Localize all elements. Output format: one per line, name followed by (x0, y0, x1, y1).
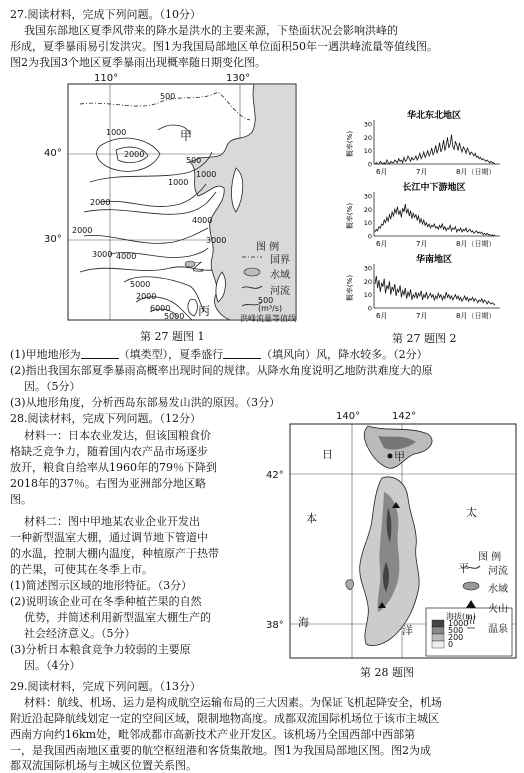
q28-map-lon-140: 140° (336, 411, 361, 422)
q27-map-contour-label: 6000 (150, 304, 171, 313)
q27-map-contour-label: 3000 (92, 250, 113, 259)
chart-title: 华南地区 (415, 255, 453, 265)
chart-ytick: 0 (367, 232, 372, 241)
chart-ytick: 30 (363, 264, 372, 273)
chart-ytick: 20 (363, 133, 372, 142)
q27-fig2-caption: 第 27 题图 2 (392, 332, 457, 345)
q27-map-contour-label: 2000 (124, 150, 145, 159)
chart-xtick: 7月 (416, 168, 428, 176)
q29-heading: 29.阅读材料，完成下列问题。（13分） (10, 680, 201, 693)
q28-heading: 28.阅读材料，完成下列问题。（12分） (10, 412, 201, 425)
q27-legend-water: 水域 (270, 270, 290, 281)
q28-map-sea-char: 海 (298, 616, 309, 629)
q28-map-sea-char: 洋 (402, 624, 413, 637)
q29-material-line: 一，是我国西南地区重要的航空枢纽港和客货集散地。图1为我国局部地区图。图2为成 (10, 744, 431, 757)
chart-xtick: 8月（日期） (456, 312, 496, 320)
chart-series-line (375, 276, 495, 305)
q27-map-contour-label: 1000 (168, 178, 189, 187)
q27-intro-line2: 形成，夏季暴雨易引发洪灾。图1为我国局部地区单位面积50年一遇洪峰流量等值线图。 (10, 40, 438, 53)
q27-question1 (10, 347, 428, 362)
chart-xtick: 8月（日期） (456, 240, 496, 248)
chart-ytick: 20 (363, 277, 372, 286)
chart-series-line (375, 204, 495, 236)
chart-xtick: 6月 (376, 240, 388, 248)
chart-axes (374, 264, 500, 308)
q27-map-contour-label: 4000 (192, 216, 213, 225)
q27-map-place-bing: 丙 (198, 304, 211, 318)
q27-chart-2 (346, 252, 518, 320)
q27-map-contour-label: 1000 (196, 170, 217, 179)
chart-ytick: 10 (363, 147, 372, 156)
q27-q1-blank-wind[interactable] (223, 348, 261, 359)
q29-material-line: 附近沿起降航线划定一定的空间区域，限制地物高度。成都双流国际机场位于该市主城区 (10, 712, 439, 725)
q27-map-lon-110: 110° (94, 73, 119, 84)
chart-series-line (375, 135, 495, 164)
q28-question-line: (1)简述图示区域的地形特征。（3分） (10, 579, 193, 592)
q27-map-contour-label: 3000 (206, 236, 227, 245)
chart-ytick: 30 (363, 120, 372, 129)
q28-legend-volcano: 火山 (488, 604, 508, 615)
q27-map-contour-label: 2000 (90, 198, 111, 207)
q27-fig1-caption: 第 27 题图 1 (140, 330, 205, 343)
q28-question-line: (3)分析日本粮食竞争力较弱的主要原 (10, 643, 191, 656)
q27-map-contour-label: 4000 (116, 252, 137, 261)
chart-ytick: 0 (367, 304, 372, 313)
q27-legend-iso-value: 500 (258, 296, 274, 305)
q28-legend-title: 图 例 (478, 552, 502, 563)
q28-map-sea-char: 平 (458, 562, 469, 575)
q27-legend-river: 河流 (270, 286, 290, 297)
elev-swatch-500 (432, 627, 444, 634)
water-legend-icon (463, 582, 479, 590)
q27-question3: (3)从地形角度，分析西岛东部易发山洪的原因。（3分） (10, 396, 281, 409)
q28-fig-caption: 第 28 题图 (360, 666, 414, 679)
q28-map-lat-42: 42° (266, 470, 284, 481)
q27-chart-0 (346, 108, 518, 176)
elev-swatch-1000 (432, 620, 444, 627)
q28-material1-line: 图。 (10, 493, 32, 506)
q27-legend-iso-label: 洪峰流量等值线 (240, 314, 296, 323)
q28-material2-line: 的芒果，可使其在冬季上市。 (10, 563, 153, 576)
q28-legend-river: 河流 (488, 566, 508, 577)
q28-map-sea-char: 本 (306, 512, 317, 525)
chart-title: 长江中下游地区 (402, 183, 466, 193)
q29-material-line: 西南方向约16km处，毗邻成都市高新技术产业开发区。该机场乃全国西部中西部第 (10, 728, 416, 741)
q27-q1-part-c: （填风向）风，降水较多。（2分） (261, 348, 428, 361)
chart-xtick: 6月 (376, 168, 388, 176)
q29-material-line: 材料：航线、机场、运力是构成航空运输布局的三大因素。为保证飞机起降安全，机场 (24, 696, 442, 709)
q27-map-contour-label: 500 (160, 92, 176, 101)
q28-elev-title: 海拔(m) (446, 612, 476, 621)
q27-map-lon-130: 130° (226, 73, 251, 84)
q28-elev-value: 0 (448, 640, 454, 649)
q27-legend-border: 国界 (270, 255, 290, 266)
elev-swatch-0 (432, 641, 444, 648)
q28-material1-line: 格缺乏竞争力，随着国内农产品市场逐步 (10, 445, 208, 458)
q28-legend-water: 水域 (488, 584, 508, 595)
q28-question-line: (2)说明该企业可在冬季种植芒果的自然 (10, 595, 202, 608)
chart-ylabel: 概率(%) (346, 130, 354, 158)
q27-intro-line3: 图2为我国3个地区夏季暴雨出现概率随日期变化图。 (10, 56, 266, 69)
q28-material2-line: 材料二：图中甲地某农业企业开发出 (24, 515, 200, 528)
q27-question2-line1: (2)指出我国东部夏季暴雨高概率出现时间的规律。从降水角度说明乙地防洪难度大的原 (10, 364, 433, 377)
q27-q1-part-b: （填类型），夏季盛行 (118, 348, 224, 361)
water-legend-icon (244, 268, 260, 276)
q28-material1-line: 材料一：日本农业发达，但该国粮食价 (24, 429, 211, 442)
q28-legend-hot-spring: 温泉 (488, 624, 508, 635)
q28-question-line: 社会经济意义。（5分） (24, 627, 136, 640)
chart-xtick: 8月（日期） (456, 168, 496, 176)
chart-ytick: 10 (363, 219, 372, 228)
chart-xtick: 7月 (416, 240, 428, 248)
chart-ytick: 0 (367, 160, 372, 169)
chart-ytick: 30 (363, 192, 372, 201)
chart-ytick: 20 (363, 205, 372, 214)
q28-map-sea-char: 太 (466, 506, 477, 519)
q27-map-place-yi: 乙 (192, 260, 205, 274)
chart-xtick: 6月 (376, 312, 388, 320)
river-legend-icon (462, 566, 480, 568)
q28-question-line: 因。（4分） (24, 659, 81, 672)
q27-map-contour-label: 5000 (164, 312, 185, 321)
q27-map-contour-label: 5000 (130, 280, 151, 289)
chart-title: 华北东北地区 (406, 111, 462, 121)
q27-q1-blank-terrain[interactable] (81, 348, 119, 359)
q27-q1-part-a: (1)甲地地形为 (10, 348, 81, 361)
q28-legend-symbols (460, 562, 482, 634)
q27-map-contour-label: 2000 (72, 226, 93, 235)
q28-material2-line: 一种新型温室大棚，通过调节地下管道中 (10, 531, 208, 544)
q27-chart-1 (346, 180, 518, 248)
q28-elev-value: 200 (448, 633, 464, 642)
q28-map-place-jia: 甲 (394, 450, 405, 463)
chart-ylabel: 概率(%) (346, 202, 354, 230)
q28-elev-value: 500 (448, 626, 464, 635)
q27-legend-iso-unit: (m³/s) (258, 304, 283, 313)
volcano-icon (466, 600, 476, 608)
hot-spring-icon (467, 616, 475, 628)
chart-xtick: 7月 (416, 312, 428, 320)
chart-ylabel: 概率(%) (346, 274, 354, 302)
chart-axes (374, 120, 500, 164)
q28-map-lon-142: 142° (392, 411, 417, 422)
q27-map-lat-30: 30° (44, 234, 62, 245)
q27-heading: 27.阅读材料，完成下列问题。（10分） (10, 8, 201, 21)
q28-material2-line: 的水温，控制大棚内温度，种植原产于热带 (10, 547, 219, 560)
q27-map-contour-label: 500 (186, 156, 202, 165)
q27-legend-title: 图 例 (256, 242, 280, 253)
q29-material-line: 都双流国际机场与主城区位置关系图。 (10, 759, 197, 772)
q27-map-contour-label: 1000 (106, 128, 127, 137)
q27-question2-line2: 因。（5分） (24, 380, 81, 393)
q27-intro-line1: 我国东部地区夏季风带来的降水是洪水的主要来源，下垫面状况会影响洪峰的 (24, 24, 398, 37)
q27-map-contour-label: 2000 (136, 292, 157, 301)
q28-elev-value: 1000 (448, 619, 469, 628)
q27-map-lat-40: 40° (44, 148, 62, 159)
chart-ytick: 10 (363, 291, 372, 300)
elev-swatch-200 (432, 634, 444, 641)
q28-question-line: 优势，并简述利用新型温室大棚生产的 (24, 611, 211, 624)
river-legend-icon (242, 286, 262, 288)
q28-map-sea-char: 日 (322, 448, 333, 461)
q28-material1-line: 2018年的37％。右图为亚洲部分地区略 (10, 477, 206, 490)
q28-material1-line: 放开，粮食自给率从1960年的79％下降到 (10, 461, 217, 474)
q27-map-place-jia: 甲 (180, 129, 193, 143)
q28-map-lat-38: 38° (266, 620, 284, 631)
